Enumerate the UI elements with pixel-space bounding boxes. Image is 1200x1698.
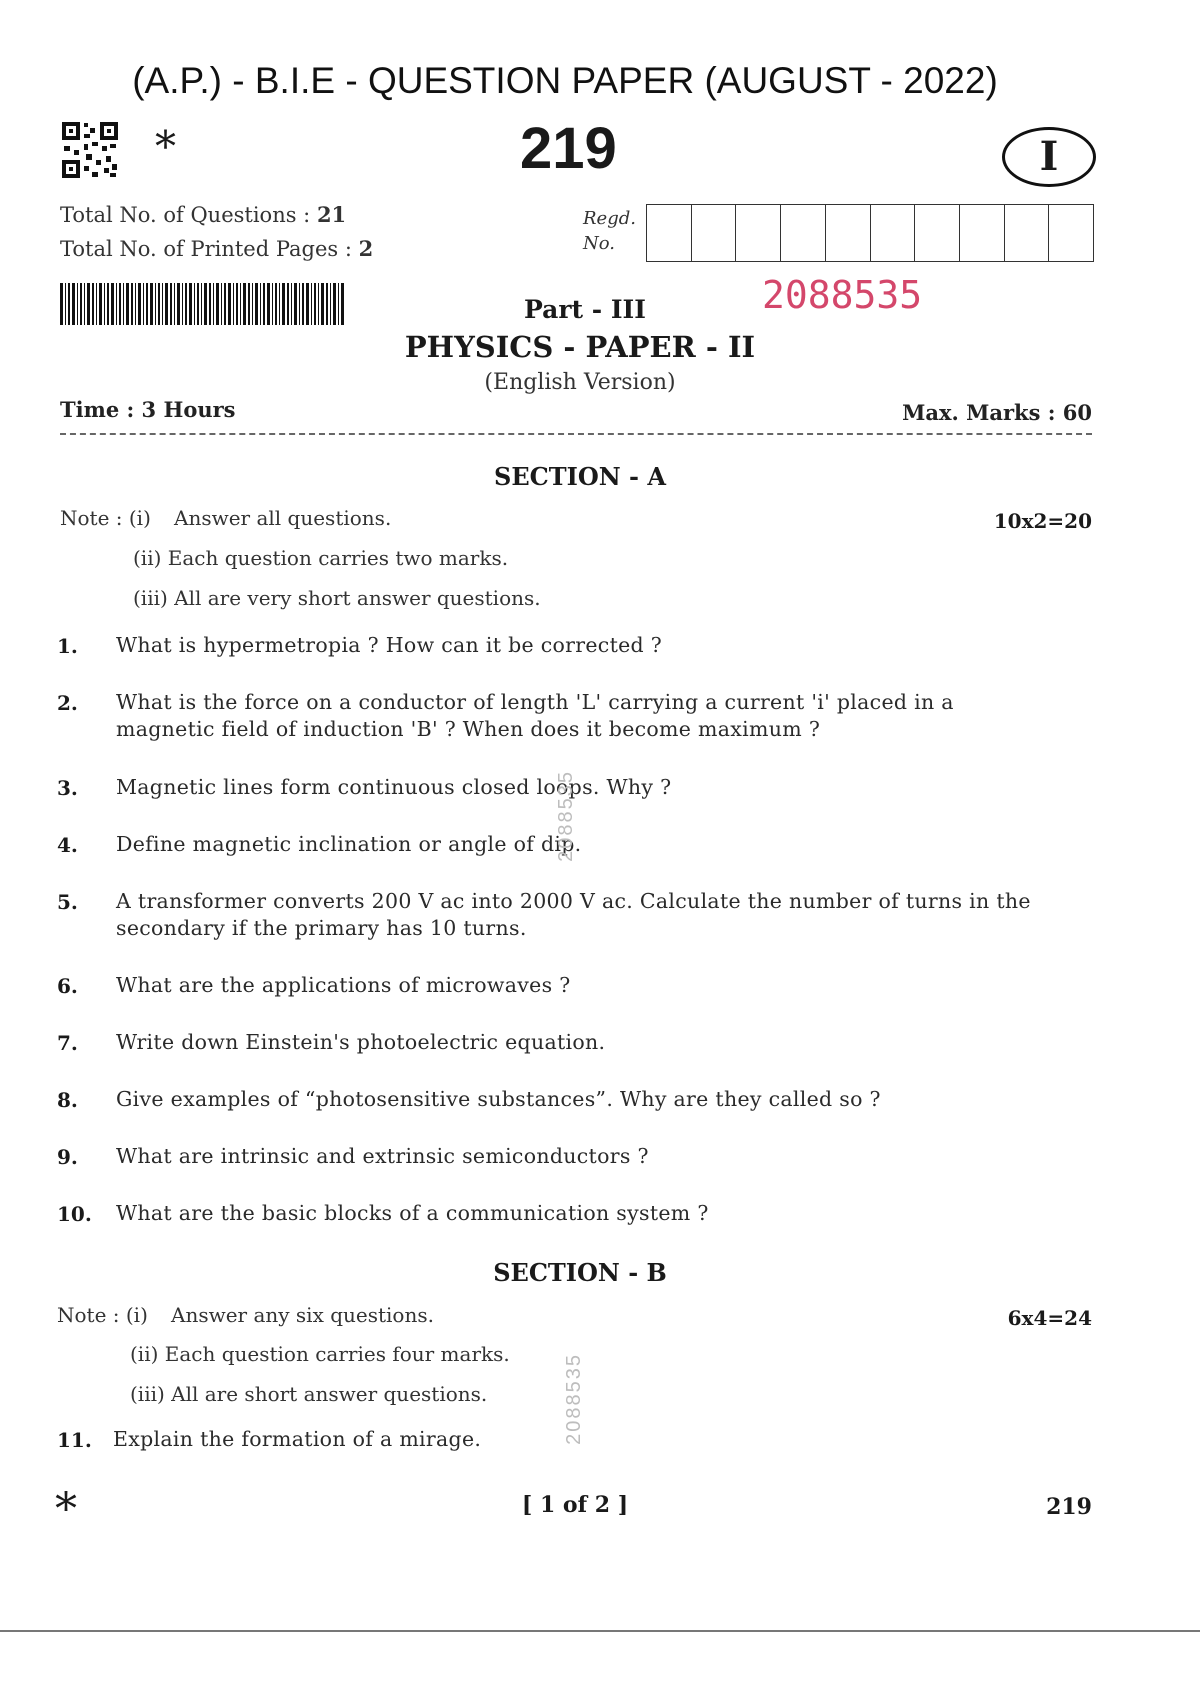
question-text: Magnetic lines form continuous closed loops. Why ? [116, 775, 672, 799]
section-b-note-i: Answer any six questions. [171, 1303, 434, 1327]
regd-box[interactable] [960, 205, 1005, 261]
question-number: 6. [57, 974, 78, 998]
regd-box[interactable] [692, 205, 737, 261]
regd-box[interactable] [826, 205, 871, 261]
total-pages-value: 2 [358, 236, 374, 261]
section-a-note-ii: (ii) Each question carries two marks. [133, 546, 509, 570]
section-b-marks: 6x4=24 [1007, 1306, 1092, 1330]
section-a-marks: 10x2=20 [993, 509, 1092, 533]
question-number: 1. [57, 634, 78, 658]
question-number: 7. [57, 1031, 78, 1055]
section-a-note-i: Answer all questions. [174, 506, 392, 530]
question-number: 4. [57, 833, 78, 857]
question-number: 3. [57, 776, 78, 800]
serial-watermark: 2088535 [563, 1353, 585, 1445]
set-badge: I [1002, 127, 1096, 187]
regd-box[interactable] [736, 205, 781, 261]
total-pages-label: Total No. of Printed Pages : [60, 237, 359, 261]
subject-title: PHYSICS - PAPER - II [404, 330, 756, 364]
question-number: 11. [57, 1428, 92, 1452]
question-text: What are the applications of microwaves ? [116, 973, 571, 997]
question-text: What is hypermetropia ? How can it be corrected ? [116, 633, 663, 657]
regd-box[interactable] [1005, 205, 1050, 261]
page-indicator: [ 1 of 2 ] [521, 1492, 629, 1518]
regd-box[interactable] [647, 205, 692, 261]
section-a-note-iii: (iii) All are very short answer questions. [133, 586, 541, 610]
section-a-title: SECTION - A [494, 462, 666, 491]
footer-paper-code: 219 [1046, 1494, 1092, 1520]
regd-box[interactable] [1049, 205, 1093, 261]
question-text: Give examples of “photosensitive substances”. Why are they called so ? [116, 1087, 881, 1111]
serial-watermark: 2088535 [555, 770, 577, 862]
question-text: Define magnetic inclination or angle of dip. [116, 832, 582, 856]
section-b-note-prefix: Note : (i) [57, 1303, 148, 1327]
header-divider [60, 433, 1092, 435]
regd-box[interactable] [915, 205, 960, 261]
question-number: 5. [57, 890, 78, 914]
section-b-title: SECTION - B [493, 1258, 667, 1287]
version-label: (English Version) [484, 370, 676, 395]
regd-box[interactable] [871, 205, 916, 261]
question-text: What are intrinsic and extrinsic semiconductors ? [116, 1144, 649, 1168]
total-questions-value: 21 [316, 202, 347, 227]
question-number: 9. [57, 1145, 78, 1169]
regd-box[interactable] [781, 205, 826, 261]
section-a-note-prefix: Note : (i) [60, 506, 151, 530]
totals-block [60, 198, 373, 266]
asterisk-mark: * [155, 122, 176, 171]
qr-code-icon [60, 120, 120, 180]
time-label: Time : 3 Hours [60, 397, 236, 422]
total-questions-label: Total No. of Questions : [60, 203, 317, 227]
serial-number: 2088535 [762, 273, 923, 317]
section-b-note-ii: (ii) Each question carries four marks. [130, 1342, 510, 1366]
barcode-icon [60, 283, 345, 325]
question-text: A transformer converts 200 V ac into 2000 V ac. Calculate the number of turns in the secondary if the primary has 10 turns. [116, 889, 1031, 940]
question-number: 10. [57, 1202, 92, 1226]
question-text: Write down Einstein's photoelectric equation. [116, 1030, 606, 1054]
max-marks-label: Max. Marks : 60 [902, 400, 1092, 425]
question-text: What are the basic blocks of a communication system ? [116, 1201, 709, 1225]
part-label: Part - III [524, 295, 646, 324]
paper-code: 219 [520, 116, 617, 181]
registration-number-boxes[interactable] [646, 204, 1094, 262]
question-text: What is the force on a conductor of length 'L' carrying a current 'i' placed in a magnetic field of induction 'B' ? When does it become maximum ? [116, 690, 954, 741]
document-title: (A.P.) - B.I.E - QUESTION PAPER (AUGUST - 2022) [132, 60, 998, 101]
regd-label [583, 206, 636, 256]
question-number: 8. [57, 1088, 78, 1112]
regd-label-line1: Regd. [583, 208, 636, 229]
page-bottom-edge [0, 1630, 1200, 1632]
asterisk-mark: * [55, 1484, 77, 1535]
question-text: Explain the formation of a mirage. [113, 1427, 482, 1451]
question-number: 2. [57, 691, 78, 715]
regd-label-line2: No. [583, 233, 615, 254]
section-b-note-iii: (iii) All are short answer questions. [130, 1382, 488, 1406]
